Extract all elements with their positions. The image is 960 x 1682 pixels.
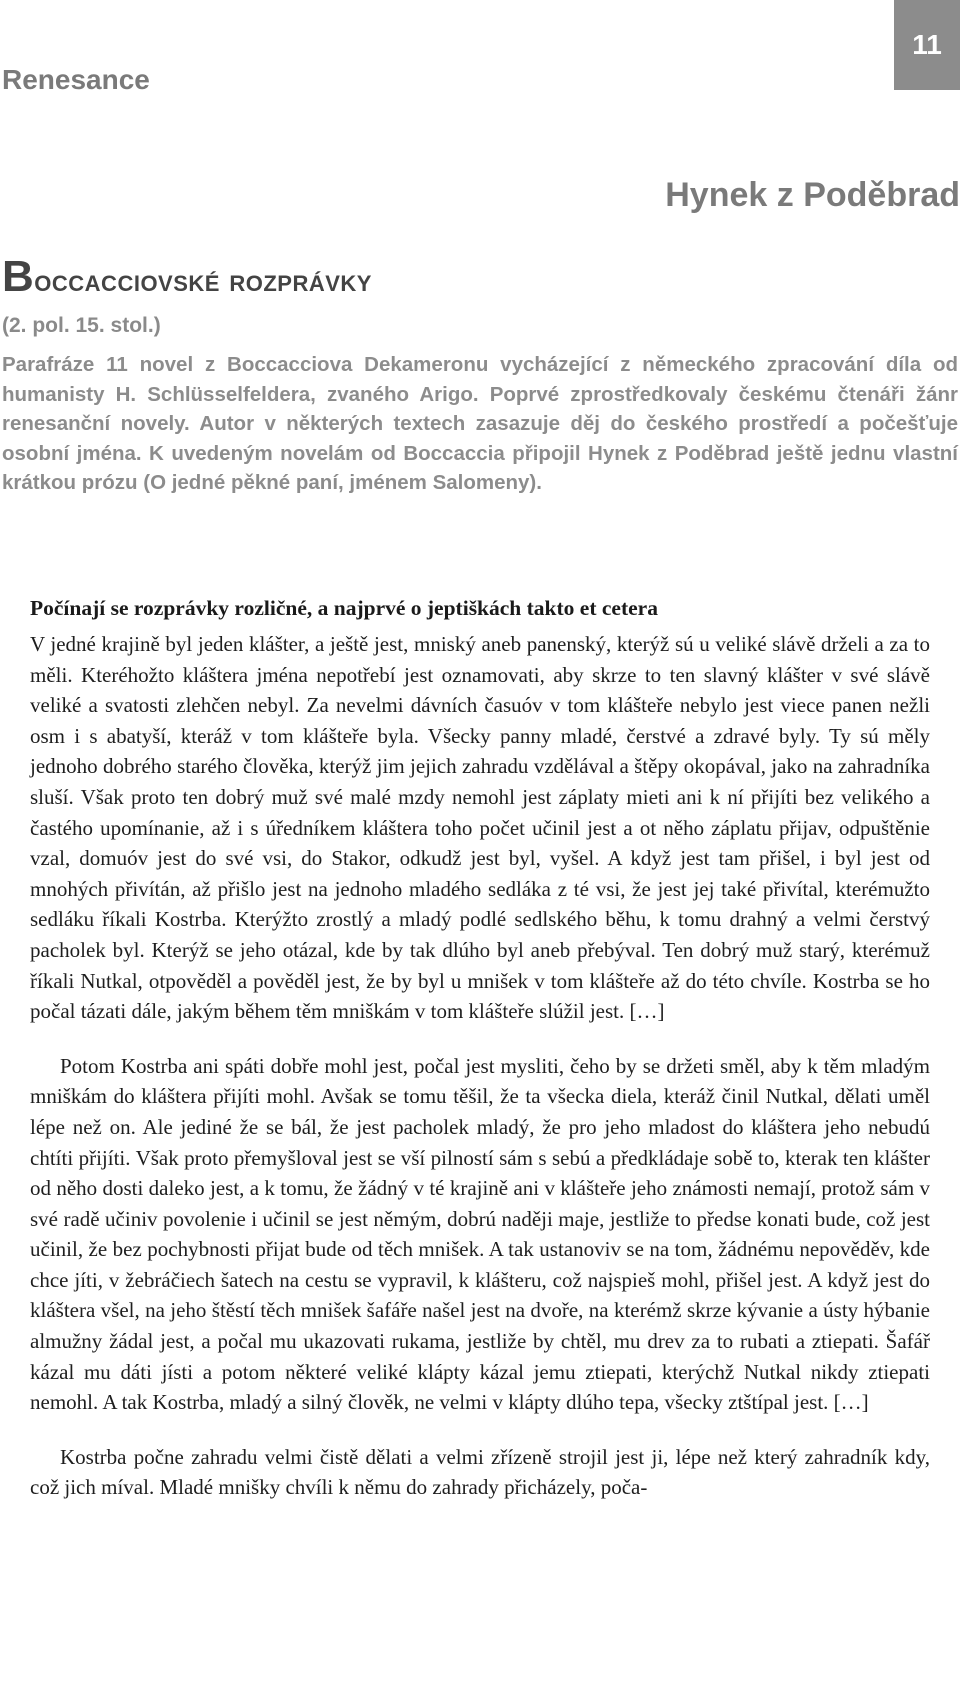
page-number: 11 [894,0,960,90]
work-intro: Parafráze 11 novel z Boccacciova Dekameronu vycházející z německého zpracování díla od humanisty H. Schlüsselfeldera, zvaného Arigo. Poprvé zprostředkovaly českému čtenáři žánr renesanční novely. Autor v některých textech zasazuje děj do českého prostředí a počešťuje osobní jména. K uvedeným novelám od Boccaccia připojil Hynek z Poděbrad ještě jednu vlastní krátkou prózu (O jedné pěkné paní, jménem Salomeny). [2,353,958,494]
author-name: Hynek z Poděbrad [665,176,960,214]
work-title-rest: occacciovské rozprávky [34,262,372,298]
excerpt-paragraph: Potom Kostrba ani spáti dobře mohl jest, počal jest mysliti, čeho by se držeti směl, aby k těm mladým mniškám do kláštera přijíti mohl. Avšak se tomu těšil, že ta všecka diela, kteráž činil Nutkal, dělati uměl lépe než on. Ale jediné že se bál, že jest pacholek mladý, že pro jeho mladost do kláštera jeho nebudú chtíti přijíti. Však proto přemyšloval jest se vší pilností sám s sebú a předkládaje sobě to, kterak ten klášter od něho dosti daleko jest, a k tomu, že žádný v té krajině ani v klášteře jeho známosti nemají, protož sám v své radě učiniv povolenie i učinil se jest němým, dobrú naději maje, jestliže to předse konati bude, což jest učinil, že bez pochybnosti přijat bude od těch mnišek. A tak ustanoviv se na tom, žádnému nepověděv, kde chce jíti, v žebráčiech šatech na cestu se vypravil, k klášteru, což najspieš mohl, přišel jest. A když jest do kláštera všel, na jeho štěstí těch mnišek šafáře našel jest na dvoře, na kterémž skrze kývanie a ústy hýbanie almužny žádal jest, a počal mu ukazovati rukama, jestliže by chtěl, mu drev za to rubati a ztiepati. Šafář kázal mu dáti jísti a potom některé veliké klápty kázal jemu ztiepati, kterýchž Nutkal nikdy ztiepati nemohl. A tak Kostrba, mladý a silný člověk, ne velmi v klápty dlúho tepa, všecky ztštípal jest. […] [30,1053,930,1415]
excerpt-paragraph: Kostrba počne zahradu velmi čistě dělati a velmi zřízeně strojil jest ji, lépe než který zahradník kdy, což jich míval. Mladé mnišky chvíli k němu do zahrady přicházely, poča- [30,1444,930,1500]
work-title-initial: B [2,252,35,301]
running-header: Renesance [2,64,150,95]
excerpt-paragraph: V jedné krajině byl jeden klášter, a ještě jest, mniský aneb panenský, kterýž sú u veliké slávě drželi a za to měli. Kteréhožto kláštera jména nepotřebí jest oznamovati, aby skrze to ten slavný klášter v své slávě veliké a svatosti zlehčen nebyl. Za nevelmi dávních časuóv v tom klášteře nebylo jest viece panen nežli osm i s abatyší, kteráž v tom klášteře byla. Všecky panny mladé, čerstvé a zdravé byly. Ty sú měly jednoho dobrého starého člověka, kterýž jim jejich zahradu vzdělával a štěpy okopával, jako na zahradníka sluší. Však proto ten dobrý muž své malé mzdy nemohl jest záplaty mieti ani k ní přijíti bez velikého a častého upomínanie, až i s úředníkem kláštera toho počet učinil jest a ot něho záplatu přijav, odpuštěnie vzal, domuóv jest do své vsi, do Stakor, odkudž jest byl, vyšel. A když jest tam přišel, i byl jest od mnohých přivítán, až přišlo jest na jednoho mladého sedláka z té vsi, že jest jej také přivítal, kterémužto sedláku říkali Kostrba. Kterýžto zrostlý a mladý podlé sedlského běhu, k tomu drahný a velmi čerstvý pacholek byl. Kterýž se jeho otázal, kde by tak dlúho byl aneb přebýval. Ten dobrý muž starý, kterémuž říkali Nutkal, otpověděl a pověděl jest, že by byl u mnišek v tom klášteře až do této chvíle. Kostrba se ho počal tázati dále, jakým během těm mniškám v tom klášteře slúžil jest. […] [30,632,930,1024]
work-date: (2. pol. 15. stol.) [2,314,161,337]
work-title [2,252,372,302]
excerpt-heading: Počínají se rozprávky rozličné, a najprvé o jeptiškách takto et cetera [30,596,658,620]
excerpt [30,596,930,1503]
